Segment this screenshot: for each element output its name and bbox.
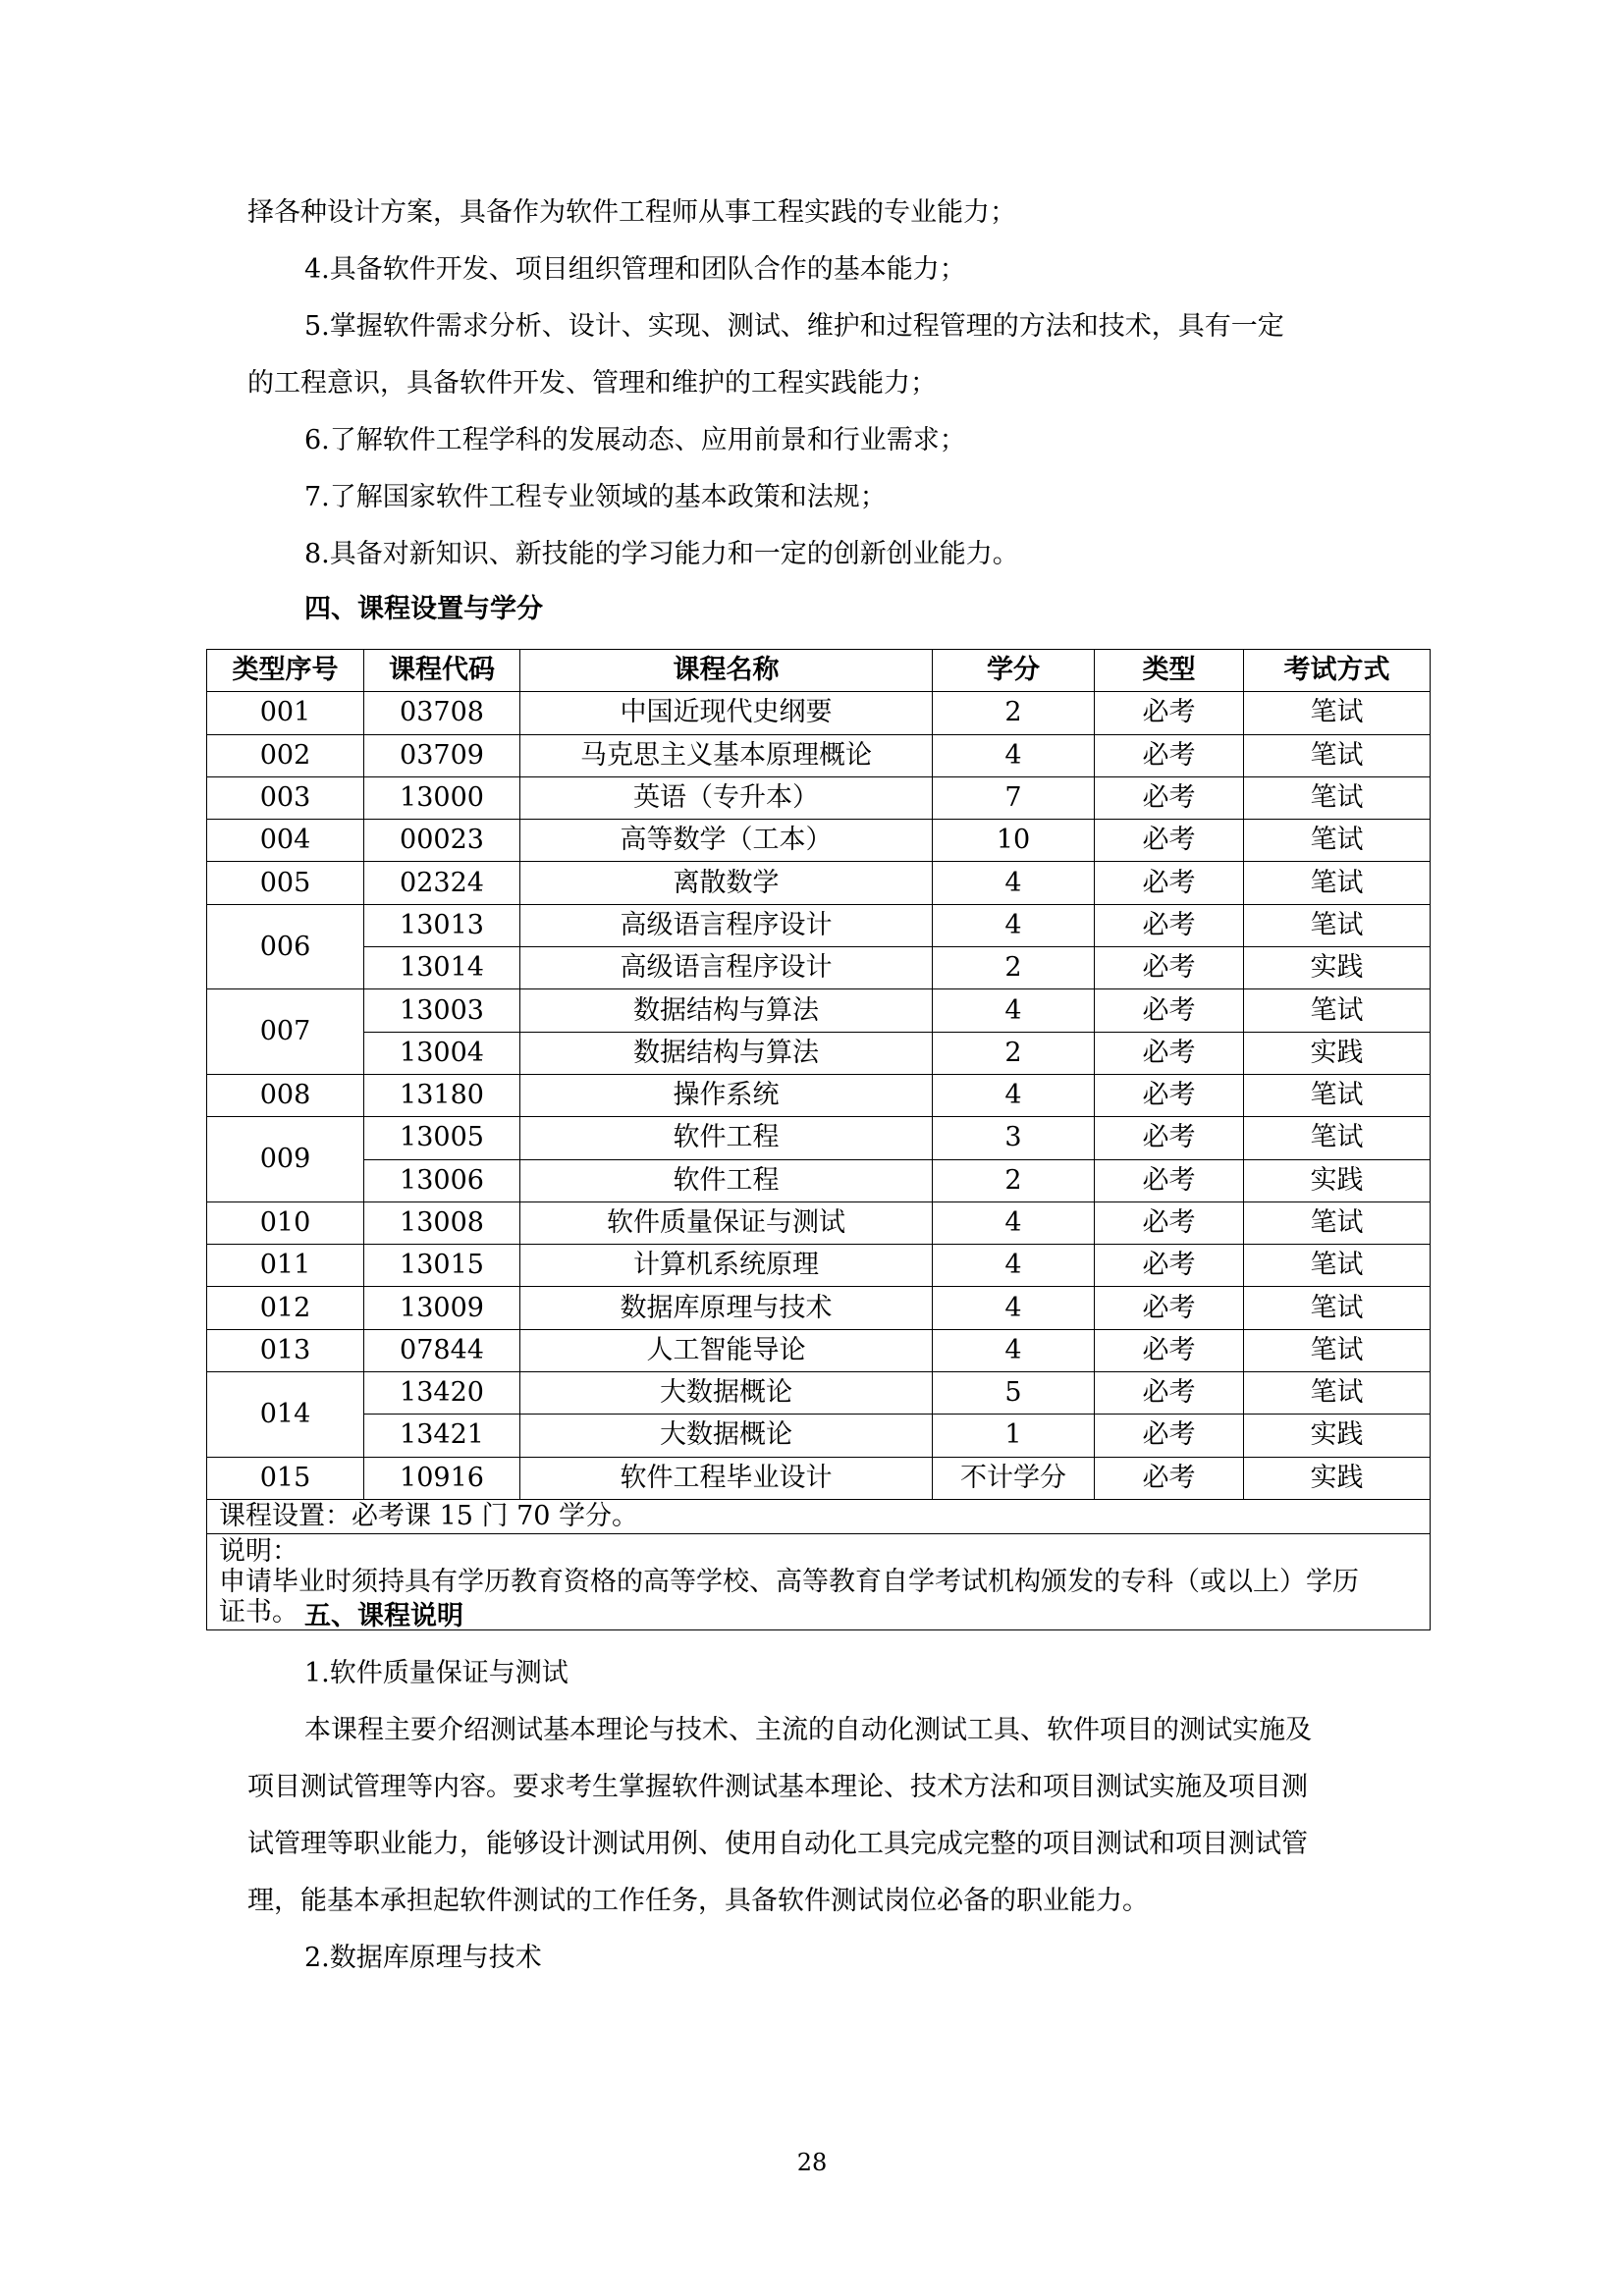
cell-exam: 笔试 — [1244, 1074, 1431, 1116]
cell-name: 英语（专升本） — [520, 776, 933, 819]
cell-exam: 笔试 — [1244, 776, 1431, 819]
cell-seq: 008 — [207, 1074, 364, 1116]
course-summary: 课程设置：必考课 15 门 70 学分。 — [207, 1499, 1431, 1533]
cell-credit: 10 — [933, 820, 1095, 862]
table-row — [207, 1329, 1431, 1371]
cell-type: 必考 — [1095, 734, 1244, 776]
cell-credit: 4 — [933, 904, 1095, 946]
cell-code: 13005 — [364, 1117, 520, 1159]
cell-credit: 2 — [933, 1159, 1095, 1201]
cell-type: 必考 — [1095, 1159, 1244, 1201]
cell-code: 10916 — [364, 1457, 520, 1499]
intro-line: 7.了解国家软件工程专业领域的基本政策和法规； — [304, 482, 887, 512]
cell-credit: 4 — [933, 989, 1095, 1032]
cell-code: 03709 — [364, 734, 520, 776]
cell-exam: 笔试 — [1244, 1201, 1431, 1244]
course-title: 1.软件质量保证与测试 — [304, 1658, 568, 1688]
cell-exam: 笔试 — [1244, 904, 1431, 946]
cell-name: 大数据概论 — [520, 1372, 933, 1415]
cell-type: 必考 — [1095, 1201, 1244, 1244]
cell-name: 软件工程 — [520, 1159, 933, 1201]
table-row — [207, 1159, 1431, 1201]
cell-type: 必考 — [1095, 1329, 1244, 1371]
cell-exam: 笔试 — [1244, 692, 1431, 734]
cell-exam: 笔试 — [1244, 862, 1431, 904]
cell-code: 13003 — [364, 989, 520, 1032]
cell-exam: 笔试 — [1244, 1372, 1431, 1415]
section-heading: 五、课程说明 — [304, 1601, 463, 1631]
cell-credit: 4 — [933, 1287, 1095, 1329]
cell-seq: 004 — [207, 820, 364, 862]
course-desc-line: 试管理等职业能力，能够设计测试用例、使用自动化工具完成完整的项目测试和项目测试管 — [247, 1829, 1308, 1859]
table-row — [207, 1032, 1431, 1074]
cell-credit: 1 — [933, 1415, 1095, 1457]
table-row — [207, 1117, 1431, 1159]
cell-seq: 003 — [207, 776, 364, 819]
note-label: 说明： — [219, 1535, 298, 1567]
cell-seq: 015 — [207, 1457, 364, 1499]
cell-credit: 4 — [933, 1245, 1095, 1287]
col-header-seq: 类型序号 — [207, 650, 364, 692]
note-text: 申请毕业时须持具有学历教育资格的高等学校、高等教育自学考试机构颁发的专科（或以上）学历 — [219, 1566, 1359, 1597]
cell-type: 必考 — [1095, 989, 1244, 1032]
note-text: 证书。 — [219, 1596, 298, 1628]
table-header-row — [207, 650, 1431, 692]
cell-name: 软件质量保证与测试 — [520, 1201, 933, 1244]
page-number: 28 — [796, 2149, 828, 2176]
cell-exam: 笔试 — [1244, 820, 1431, 862]
intro-line: 6.了解软件工程学科的发展动态、应用前景和行业需求； — [304, 425, 966, 455]
cell-credit: 4 — [933, 1329, 1095, 1371]
cell-exam: 笔试 — [1244, 989, 1431, 1032]
cell-code: 13000 — [364, 776, 520, 819]
course-desc-line: 理，能基本承担起软件测试的工作任务，具备软件测试岗位必备的职业能力。 — [247, 1886, 1149, 1916]
cell-type: 必考 — [1095, 1032, 1244, 1074]
col-header-exam: 考试方式 — [1244, 650, 1431, 692]
cell-code: 13015 — [364, 1245, 520, 1287]
cell-seq: 014 — [207, 1372, 364, 1458]
cell-name: 大数据概论 — [520, 1415, 933, 1457]
table-row — [207, 1245, 1431, 1287]
cell-credit: 2 — [933, 692, 1095, 734]
course-title: 2.数据库原理与技术 — [304, 1943, 542, 1973]
cell-name: 数据结构与算法 — [520, 1032, 933, 1074]
cell-name: 软件工程 — [520, 1117, 933, 1159]
cell-name: 高等数学（工本） — [520, 820, 933, 862]
cell-code: 07844 — [364, 1329, 520, 1371]
cell-type: 必考 — [1095, 776, 1244, 819]
table-row — [207, 692, 1431, 734]
cell-credit: 5 — [933, 1372, 1095, 1415]
table-row — [207, 1457, 1431, 1499]
table-row — [207, 904, 1431, 946]
table-row — [207, 1415, 1431, 1457]
col-header-credit: 学分 — [933, 650, 1095, 692]
cell-exam: 笔试 — [1244, 734, 1431, 776]
cell-code: 13421 — [364, 1415, 520, 1457]
cell-type: 必考 — [1095, 1415, 1244, 1457]
cell-credit: 4 — [933, 1201, 1095, 1244]
cell-seq: 002 — [207, 734, 364, 776]
cell-code: 13013 — [364, 904, 520, 946]
course-table — [206, 649, 1431, 1630]
cell-name: 中国近现代史纲要 — [520, 692, 933, 734]
cell-code: 02324 — [364, 862, 520, 904]
cell-type: 必考 — [1095, 1372, 1244, 1415]
cell-credit: 3 — [933, 1117, 1095, 1159]
cell-code: 13008 — [364, 1201, 520, 1244]
intro-line: 5.掌握软件需求分析、设计、实现、测试、维护和过程管理的方法和技术，具有一定 — [304, 311, 1284, 342]
cell-type: 必考 — [1095, 904, 1244, 946]
table-row — [207, 989, 1431, 1032]
table-row — [207, 1287, 1431, 1329]
cell-seq: 005 — [207, 862, 364, 904]
cell-type: 必考 — [1095, 947, 1244, 989]
col-header-type: 类型 — [1095, 650, 1244, 692]
cell-code: 00023 — [364, 820, 520, 862]
table-row — [207, 1201, 1431, 1244]
cell-name: 人工智能导论 — [520, 1329, 933, 1371]
table-row — [207, 1074, 1431, 1116]
cell-name: 计算机系统原理 — [520, 1245, 933, 1287]
cell-code: 13014 — [364, 947, 520, 989]
cell-type: 必考 — [1095, 1457, 1244, 1499]
cell-seq: 001 — [207, 692, 364, 734]
cell-exam: 笔试 — [1244, 1329, 1431, 1371]
cell-code: 13004 — [364, 1032, 520, 1074]
cell-credit: 不计学分 — [933, 1457, 1095, 1499]
cell-code: 03708 — [364, 692, 520, 734]
intro-line: 择各种设计方案，具备作为软件工程师从事工程实践的专业能力； — [247, 197, 1016, 228]
cell-name: 高级语言程序设计 — [520, 947, 933, 989]
cell-name: 离散数学 — [520, 862, 933, 904]
cell-type: 必考 — [1095, 1287, 1244, 1329]
cell-credit: 4 — [933, 862, 1095, 904]
cell-type: 必考 — [1095, 820, 1244, 862]
cell-seq: 010 — [207, 1201, 364, 1244]
cell-code: 13420 — [364, 1372, 520, 1415]
cell-type: 必考 — [1095, 692, 1244, 734]
cell-seq: 013 — [207, 1329, 364, 1371]
cell-seq: 007 — [207, 989, 364, 1075]
course-desc-line: 项目测试管理等内容。要求考生掌握软件测试基本理论、技术方法和项目测试实施及项目测 — [247, 1772, 1308, 1802]
cell-code: 13180 — [364, 1074, 520, 1116]
cell-name: 软件工程毕业设计 — [520, 1457, 933, 1499]
cell-seq: 012 — [207, 1287, 364, 1329]
course-desc-line: 本课程主要介绍测试基本理论与技术、主流的自动化测试工具、软件项目的测试实施及 — [304, 1715, 1312, 1745]
table-row — [207, 862, 1431, 904]
table-row — [207, 1372, 1431, 1415]
table-row — [207, 734, 1431, 776]
cell-credit: 2 — [933, 947, 1095, 989]
cell-exam: 笔试 — [1244, 1117, 1431, 1159]
intro-line: 的工程意识，具备软件开发、管理和维护的工程实践能力； — [247, 368, 937, 399]
table-row — [207, 947, 1431, 989]
cell-exam: 笔试 — [1244, 1245, 1431, 1287]
cell-seq: 009 — [207, 1117, 364, 1202]
cell-seq: 006 — [207, 904, 364, 989]
cell-type: 必考 — [1095, 1117, 1244, 1159]
intro-line: 4.具备软件开发、项目组织管理和团队合作的基本能力； — [304, 254, 966, 285]
cell-code: 13009 — [364, 1287, 520, 1329]
cell-credit: 4 — [933, 734, 1095, 776]
cell-exam: 笔试 — [1244, 1287, 1431, 1329]
col-header-code: 课程代码 — [364, 650, 520, 692]
table-row — [207, 820, 1431, 862]
cell-name: 马克思主义基本原理概论 — [520, 734, 933, 776]
intro-line: 8.具备对新知识、新技能的学习能力和一定的创新创业能力。 — [304, 539, 1019, 569]
cell-type: 必考 — [1095, 1074, 1244, 1116]
cell-credit: 4 — [933, 1074, 1095, 1116]
cell-code: 13006 — [364, 1159, 520, 1201]
cell-name: 数据库原理与技术 — [520, 1287, 933, 1329]
cell-exam: 实践 — [1244, 1032, 1431, 1074]
cell-credit: 7 — [933, 776, 1095, 819]
table-row — [207, 776, 1431, 819]
cell-exam: 实践 — [1244, 1415, 1431, 1457]
cell-exam: 实践 — [1244, 1457, 1431, 1499]
cell-type: 必考 — [1095, 862, 1244, 904]
cell-seq: 011 — [207, 1245, 364, 1287]
cell-exam: 实践 — [1244, 1159, 1431, 1201]
summary-row — [207, 1499, 1431, 1533]
cell-exam: 实践 — [1244, 947, 1431, 989]
section-heading: 四、课程设置与学分 — [304, 594, 543, 624]
cell-name: 数据结构与算法 — [520, 989, 933, 1032]
cell-credit: 2 — [933, 1032, 1095, 1074]
cell-name: 高级语言程序设计 — [520, 904, 933, 946]
cell-name: 操作系统 — [520, 1074, 933, 1116]
col-header-name: 课程名称 — [520, 650, 933, 692]
cell-type: 必考 — [1095, 1245, 1244, 1287]
